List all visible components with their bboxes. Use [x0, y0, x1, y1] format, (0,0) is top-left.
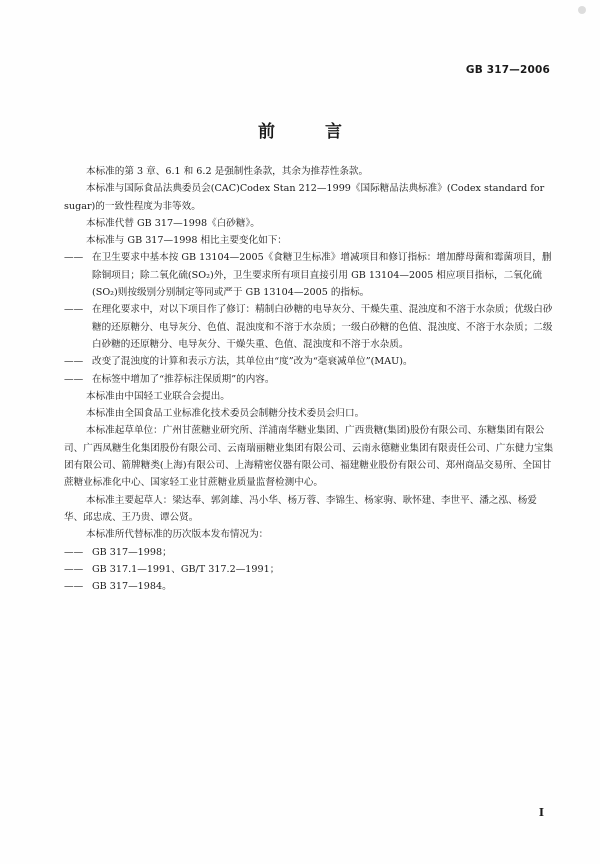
dash-item-text: 在标签中增加了“推荐标注保质期”的内容。 [92, 373, 275, 385]
page-title: 前 言 [258, 122, 364, 142]
paragraph: 本标准与 GB 317—1998 相比主要变化如下： [86, 235, 287, 247]
paragraph: 本标准起草单位：广州甘蔗糖业研究所、洋浦南华糖业集团、广西贵糖(集团)股份有限公司、东糖集团有限公司、广西凤糖生化集团股份有限公司、云南瑞丽糖业集团有限公司、云南永德糖业集团有限责任公司、广东健力宝集团有限公司、箭牌糖类(上海)有限公司、上海精密仪器有限公司、福建糖业股份有限公司、郑州商品交易所、全国甘蔗糖业标准化中心、国家轻工业甘蔗糖业质量监督检测中心。 [64, 425, 554, 489]
dash-list-item [64, 544, 554, 561]
dash-item-text: 改变了混浊度的计算和表示方法，其单位由“度”改为“毫衰减单位”(MAU)。 [92, 356, 413, 368]
paragraph: 本标准与国际食品法典委员会(CAC)Codex Stan 212—1999《国际糖品法典标准》(Codex standard for sugar)的一致性程度为非等效。 [64, 183, 545, 212]
dash-item-text: GB 317—1984。 [92, 581, 172, 593]
foreword-body [64, 163, 554, 595]
paragraph: 本标准由全国食品工业标准化技术委员会制糖分技术委员会归口。 [86, 408, 365, 420]
dash-mark: —— [64, 581, 84, 593]
dash-item-text: GB 317—1998； [92, 546, 172, 558]
dash-mark: —— [64, 356, 84, 368]
dash-list-item [64, 301, 554, 353]
scan-mark [578, 6, 586, 14]
dash-item-text: 在卫生要求中基本按 GB 13104—2005《食糖卫生标准》增减项目和修订指标：增加酵母菌和霉菌项目，删除铜项目；除二氧化硫(SO₂)外，卫生要求所有项目直接引用 GB 13104—2005 相应项目指标，二氧化硫(SO₂)则按级别分别制定等同或严于 GB 13104—2005 的指标。 [92, 252, 552, 299]
dash-list-item [64, 353, 554, 370]
dash-list-item [64, 561, 554, 578]
dash-mark: —— [64, 252, 84, 264]
page-number: I [538, 806, 544, 819]
dash-item-text: GB 317.1—1991、GB/T 317.2—1991； [92, 563, 280, 575]
dash-mark: —— [64, 304, 84, 316]
paragraph: 本标准的第 3 章、6.1 和 6.2 是强制性条款，其余为推荐性条款。 [86, 166, 369, 177]
paragraph: 本标准主要起草人：梁达奉、郭剑雄、冯小华、杨万蓉、李锦生、杨家驹、耿怀建、李世平、潘之泓、杨爱华、邱忠成、王乃贵、谭公贤。 [64, 494, 537, 523]
dash-mark: —— [64, 373, 84, 385]
dash-mark: —— [64, 546, 84, 558]
dash-list-item [64, 249, 554, 301]
dash-item-text: 在理化要求中，对以下项目作了修订：精制白砂糖的电导灰分、干燥失重、混浊度和不溶于水杂质；优级白砂糖的还原糖分、电导灰分、色值、混浊度和不溶于水杂质；一级白砂糖的色值、混浊度、不溶于水杂质；二级白砂糖的还原糖分、电导灰分、干燥失重、色值、混浊度和不溶于水杂质。 [92, 304, 553, 350]
paragraph: 本标准由中国轻工业联合会提出。 [86, 390, 230, 402]
dash-list-item [64, 578, 554, 595]
paragraph: 本标准代替 GB 317—1998《白砂糖》。 [86, 217, 260, 229]
paragraph: 本标准所代替标准的历次版本发布情况为： [86, 529, 269, 541]
standard-code: GB 317—2006 [465, 64, 550, 76]
dash-mark: —— [64, 563, 84, 575]
dash-list-item [64, 371, 554, 388]
